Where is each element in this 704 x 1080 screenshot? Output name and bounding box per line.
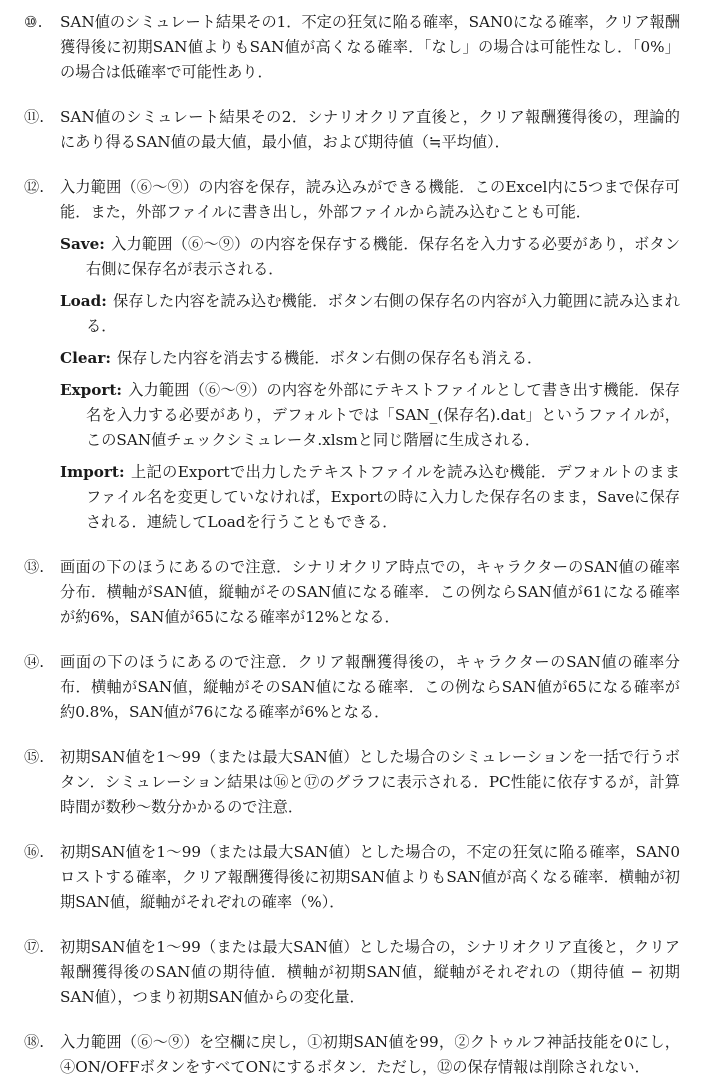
list-item-10 <box>24 10 680 85</box>
list-item-14 <box>24 650 680 725</box>
item-number: ⑯. <box>24 843 45 861</box>
list-item-17 <box>24 935 680 1010</box>
item-text: SAN値のシミュレート結果その2．シナリオクリア直後と，クリア報酬獲得後の，理論的にあり得るSAN値の最大値，最小値，および期待値（≒平均値）． <box>60 108 680 151</box>
sub-item-text: 保存した内容を消去する機能．ボタン右側の保存名も消える． <box>116 349 543 367</box>
item-number: ⑱. <box>24 1033 45 1051</box>
item-text: 入力範囲（⑥～⑨）の内容を保存，読み込みができる機能．このExcel内に5つまで保存可能．また，外部ファイルに書き出し，外部ファイルから読み込むことも可能． <box>60 178 680 221</box>
sub-item-export <box>60 378 680 453</box>
sub-item-term: Load: <box>60 292 107 310</box>
list-item-15 <box>24 745 680 820</box>
item-number: ⑫. <box>24 178 45 196</box>
item-number: ⑭. <box>24 653 45 671</box>
sub-item-term: Save: <box>60 235 105 253</box>
item-number: ⑩. <box>24 13 43 31</box>
list-item-18 <box>24 1030 680 1080</box>
item-number: ⑮. <box>24 748 45 766</box>
item-text: 初期SAN値を1～99（または最大SAN値）とした場合のシミュレーションを一括で行うボタン．シミュレーション結果は⑯と⑰のグラフに表示される．PC性能に依存するが，計算時間が数秒～数分かかるので注意． <box>60 748 680 816</box>
list-item-12 <box>24 175 680 535</box>
item-number: ⑰. <box>24 938 45 956</box>
item-text: 画面の下のほうにあるので注意．シナリオクリア時点での，キャラクターのSAN値の確率分布．横軸がSAN値，縦軸がそのSAN値になる確率．この例ならSAN値が61になる確率が約6%，SAN値が65になる確率が12%となる． <box>60 558 680 626</box>
sub-item-clear <box>60 346 680 371</box>
sub-item-term: Clear: <box>60 349 111 367</box>
sub-item-term: Export: <box>60 381 123 399</box>
list-item-13 <box>24 555 680 630</box>
item-number: ⑬. <box>24 558 45 576</box>
item-text: SAN値のシミュレート結果その1．不定の狂気に陥る確率，SAN0になる確率，クリア報酬獲得後に初期SAN値よりもSAN値が高くなる確率．「なし」の場合は可能性なし．「0%」の場合は低確率で可能性あり． <box>60 13 680 81</box>
item-text: 初期SAN値を1～99（または最大SAN値）とした場合の，不定の狂気に陥る確率，SAN0ロストする確率，クリア報酬獲得後に初期SAN値よりもSAN値が高くなる確率．横軸が初期SAN値，縦軸がそれぞれの確率（%）． <box>60 843 680 911</box>
item-text: 画面の下のほうにあるので注意．クリア報酬獲得後の，キャラクターのSAN値の確率分布．横軸がSAN値，縦軸がそのSAN値になる確率．この例ならSAN値が65になる確率が約0.8%，SAN値が76になる確率が6%となる． <box>60 653 680 721</box>
item-text: 入力範囲（⑥～⑨）を空欄に戻し，①初期SAN値を99，②クトゥルフ神話技能を0にし，④ON/OFFボタンをすべてONにするボタン．ただし，⑫の保存情報は削除されない． <box>60 1033 680 1076</box>
sub-item-text: 入力範囲（⑥～⑨）の内容を保存する機能．保存名を入力する必要があり，ボタン右側に保存名が表示される． <box>86 235 680 278</box>
item-text: 初期SAN値を1～99（または最大SAN値）とした場合の，シナリオクリア直後と，クリア報酬獲得後のSAN値の期待値．横軸が初期SAN値，縦軸がそれぞれの（期待値 − 初期SAN値），つまり初期SAN値からの変化量． <box>60 938 680 1006</box>
list-item-11 <box>24 105 680 155</box>
sub-item-load <box>60 289 680 339</box>
sub-item-text: 上記のExportで出力したテキストファイルを読み込む機能．デフォルトのままファイル名を変更していなければ，Exportの時に入力した保存名のまま，Saveに保存される．連続してLoadを行うこともできる． <box>86 463 680 531</box>
sub-item-term: Import: <box>60 463 125 481</box>
sub-item-save <box>60 232 680 282</box>
sub-item-text: 保存した内容を読み込む機能．ボタン右側の保存名の内容が入力範囲に読み込まれる． <box>86 292 680 335</box>
sub-item-text: 入力範囲（⑥～⑨）の内容を外部にテキストファイルとして書き出す機能．保存名を入力する必要があり，デフォルトでは「SAN_(保存名).dat」というファイルが，このSAN値チェックシミュレータ.xlsmと同じ階層に生成される． <box>86 381 680 449</box>
list-item-16 <box>24 840 680 915</box>
item-number: ⑪. <box>24 108 45 126</box>
sub-item-import <box>60 460 680 535</box>
